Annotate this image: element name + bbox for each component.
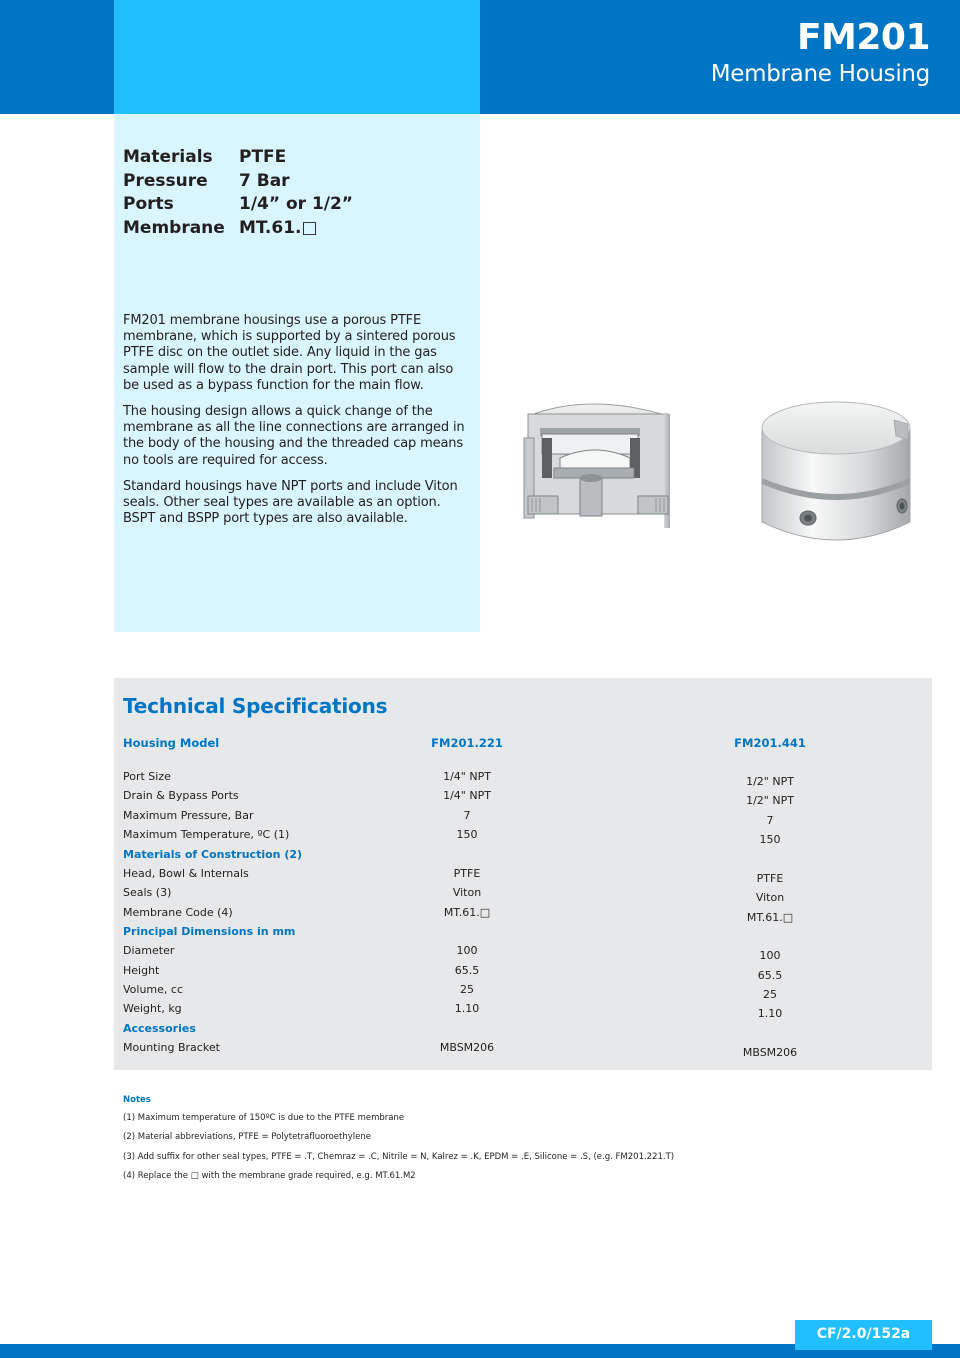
spec-row-label: Maximum Temperature, ºC (1) xyxy=(123,828,290,841)
spec-value-model-1: PTFE xyxy=(453,867,481,880)
spec-section-heading: Principal Dimensions in mm xyxy=(123,925,296,938)
spec-value-model-1: 100 xyxy=(456,944,478,957)
spec-value-model-2: MT.61.□ xyxy=(746,911,794,924)
key-spec-membrane xyxy=(123,217,353,241)
housing-exterior-image xyxy=(756,400,916,550)
key-spec-value: 7 Bar xyxy=(239,170,290,191)
spec-row-label: Membrane Code (4) xyxy=(123,906,233,919)
spec-value-model-1: Viton xyxy=(452,886,482,899)
spec-value-model-1: 1/4" NPT xyxy=(443,770,491,783)
spec-value-model-2: 25 xyxy=(763,988,777,1001)
spec-value-model-1: MBSM206 xyxy=(439,1041,495,1054)
description-paragraph: FM201 membrane housings use a porous PTFE membrane, which is supported by a sintered porous PTFE disc on the outlet side. Any liquid in the gas sample will flow to the drain port. This port can also be used as a bypass function for the main flow. xyxy=(123,313,456,393)
key-spec-materials xyxy=(123,146,353,170)
spec-row-label: Maximum Pressure, Bar xyxy=(123,809,254,822)
document-code: CF/2.0/152a xyxy=(795,1320,932,1350)
spec-row-label: Weight, kg xyxy=(123,1002,182,1015)
header-accent-block xyxy=(114,0,480,114)
notes-title: Notes xyxy=(123,1095,151,1105)
note-item: (1) Maximum temperature of 150ºC is due to the PTFE membrane xyxy=(123,1113,405,1123)
spec-value-model-2: 1/2" NPT xyxy=(746,775,794,788)
spec-value-model-2: 100 xyxy=(759,949,781,962)
key-spec-label: Ports xyxy=(123,194,174,214)
product-code: FM201 xyxy=(796,17,930,58)
spec-value-model-2: 1.10 xyxy=(757,1007,783,1020)
spec-value-model-2: PTFE xyxy=(756,872,784,885)
spec-value-model-1: 1/4" NPT xyxy=(443,789,491,802)
spec-header-model-2: FM201.441 xyxy=(734,736,806,750)
spec-row-label: Port Size xyxy=(123,770,171,783)
key-spec-pressure xyxy=(123,170,353,194)
spec-value-model-2: 65.5 xyxy=(757,969,783,982)
spec-value-model-2: Viton xyxy=(755,891,785,904)
spec-row-label: Seals (3) xyxy=(123,886,172,899)
description-paragraph: The housing design allows a quick change of the membrane as all the line connections are arranged in the body of the housing and the threaded cap means no tools are required for access. xyxy=(123,404,465,468)
spec-header-label: Housing Model xyxy=(123,736,220,750)
spec-value-model-1: 65.5 xyxy=(454,964,480,977)
spec-row-label: Mounting Bracket xyxy=(123,1041,220,1054)
key-spec-label: Membrane xyxy=(123,217,225,238)
product-name: Membrane Housing xyxy=(710,61,930,87)
spec-row-label: Head, Bowl & Internals xyxy=(123,867,249,880)
spec-row-label: Drain & Bypass Ports xyxy=(123,789,239,802)
description-paragraph: Standard housings have NPT ports and include Viton seals. Other seal types are available as an option. BSPT and BSPP port types are also available. xyxy=(123,478,458,527)
product-description xyxy=(123,313,473,537)
spec-title: Technical Specifications xyxy=(123,694,388,718)
housing-cutaway-image xyxy=(520,398,675,528)
key-spec-value: PTFE xyxy=(239,147,287,167)
spec-value-model-1: 25 xyxy=(460,983,474,996)
spec-value-model-1: 150 xyxy=(456,828,478,841)
key-spec-label: Materials xyxy=(123,147,213,167)
spec-value-model-2: 7 xyxy=(766,814,774,827)
spec-value-model-1: MT.61.□ xyxy=(443,906,491,919)
spec-row-label: Volume, cc xyxy=(123,983,184,996)
spec-section-heading: Accessories xyxy=(123,1022,196,1035)
note-item: (2) Material abbreviations, PTFE = Polytetrafluoroethylene xyxy=(123,1132,371,1142)
spec-row-label: Height xyxy=(123,964,160,977)
spec-value-model-2: MBSM206 xyxy=(742,1046,798,1059)
spec-value-model-1: 7 xyxy=(463,809,471,822)
spec-section-heading: Materials of Construction (2) xyxy=(123,848,303,861)
spec-value-model-2: 1/2" NPT xyxy=(746,794,794,807)
key-specs xyxy=(123,146,353,240)
spec-value-model-2: 150 xyxy=(759,833,781,846)
spec-header-model-1: FM201.221 xyxy=(431,736,503,750)
key-spec-value: 1/4” or 1/2” xyxy=(239,194,353,214)
spec-value-model-1: 1.10 xyxy=(454,1002,480,1015)
key-spec-ports xyxy=(123,193,353,217)
note-item: (4) Replace the □ with the membrane grade required, e.g. MT.61.M2 xyxy=(123,1171,416,1181)
spec-row-label: Diameter xyxy=(123,944,175,957)
note-item: (3) Add suffix for other seal types, PTFE = .T, Chemraz = .C, Nitrile = N, Kalrez = .K, EPDM = .E, Silicone = .S, (e.g. FM201.221.T) xyxy=(123,1152,675,1162)
key-spec-label: Pressure xyxy=(123,170,208,191)
key-spec-value: MT.61.□ xyxy=(239,217,318,238)
